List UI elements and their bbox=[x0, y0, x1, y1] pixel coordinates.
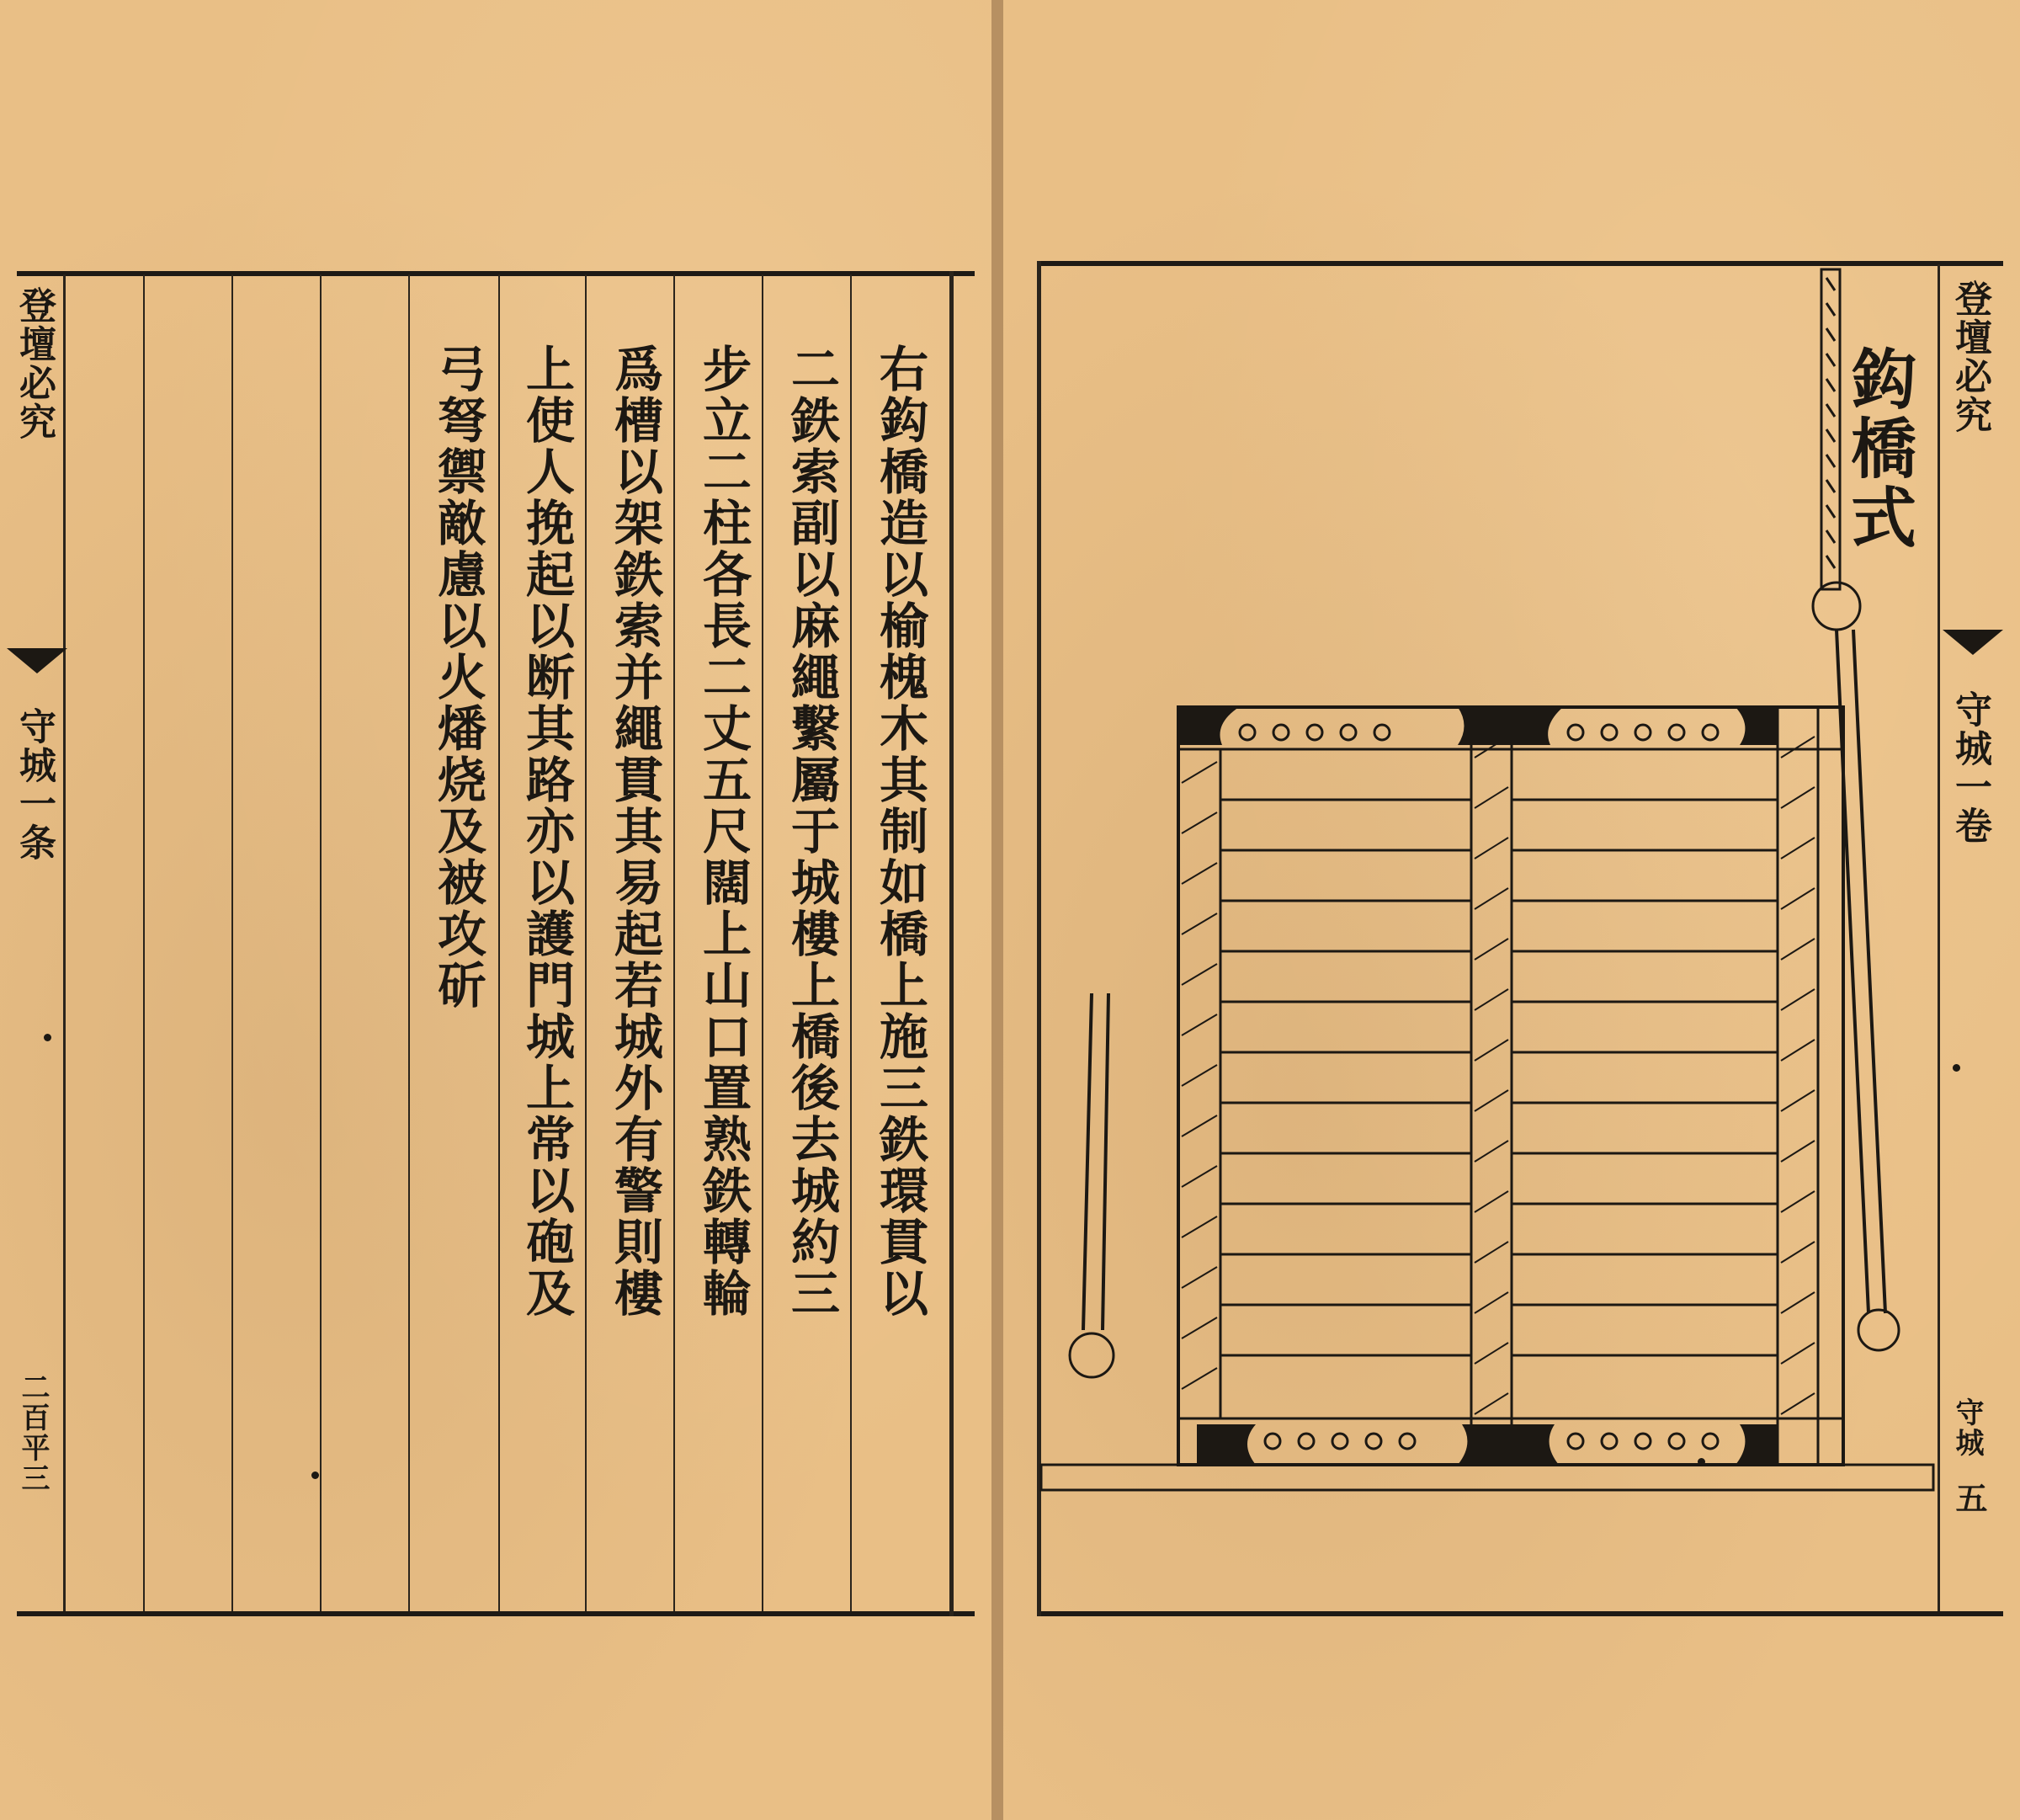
column-rule bbox=[585, 274, 587, 1611]
bottom-border bbox=[17, 1611, 975, 1616]
binding-hole bbox=[311, 1471, 319, 1479]
margin-note: 守城 bbox=[1950, 1397, 1984, 1458]
illustration-title: 鈎橋式 bbox=[1840, 345, 1916, 552]
right-border bbox=[949, 271, 954, 1616]
left-page bbox=[0, 0, 991, 1820]
body-column-1: 右鈎橋造以榆槐木其制如橋上施三鉄環貫以 bbox=[871, 343, 928, 1319]
body-column-3: 步立二柱各長二丈五尺闊上山口置熟鉄轉輪 bbox=[694, 343, 752, 1319]
column-rule bbox=[231, 274, 233, 1611]
column-rule bbox=[673, 274, 675, 1611]
margin-title: 登壇必究 bbox=[13, 286, 56, 441]
column-rule bbox=[408, 274, 410, 1611]
column-rule bbox=[320, 274, 322, 1611]
margin-title: 登壇必究 bbox=[1948, 279, 1991, 434]
column-rule bbox=[143, 274, 145, 1611]
right-page bbox=[1003, 0, 2020, 1820]
column-rule bbox=[498, 274, 500, 1611]
column-rule bbox=[850, 274, 852, 1611]
body-column-6: 弓弩禦敵慮以火燔烧及被攻斫 bbox=[429, 343, 486, 1011]
margin-chapter: 守城一条 bbox=[13, 707, 56, 862]
body-column-5: 上使人挽起以断其路亦以護門城上常以砲及 bbox=[518, 343, 575, 1319]
book-gutter bbox=[991, 0, 1003, 1820]
fold-mark bbox=[7, 648, 67, 673]
margin-page-number: 二百平三 bbox=[16, 1372, 50, 1493]
margin-chapter: 守城一卷 bbox=[1948, 690, 1991, 845]
body-column-2: 二鉄索副以麻繩繫屬于城樓上橋後去城約三 bbox=[783, 343, 840, 1319]
column-rule bbox=[762, 274, 763, 1611]
column-rule bbox=[63, 274, 66, 1611]
margin-page-number: 五 bbox=[1950, 1482, 1988, 1515]
drawbridge-illustration bbox=[1003, 0, 2020, 1820]
top-border bbox=[17, 271, 975, 276]
binding-hole bbox=[44, 1034, 51, 1041]
body-column-4: 爲槽以架鉄索并繩貫其易起若城外有警則樓 bbox=[606, 343, 663, 1319]
